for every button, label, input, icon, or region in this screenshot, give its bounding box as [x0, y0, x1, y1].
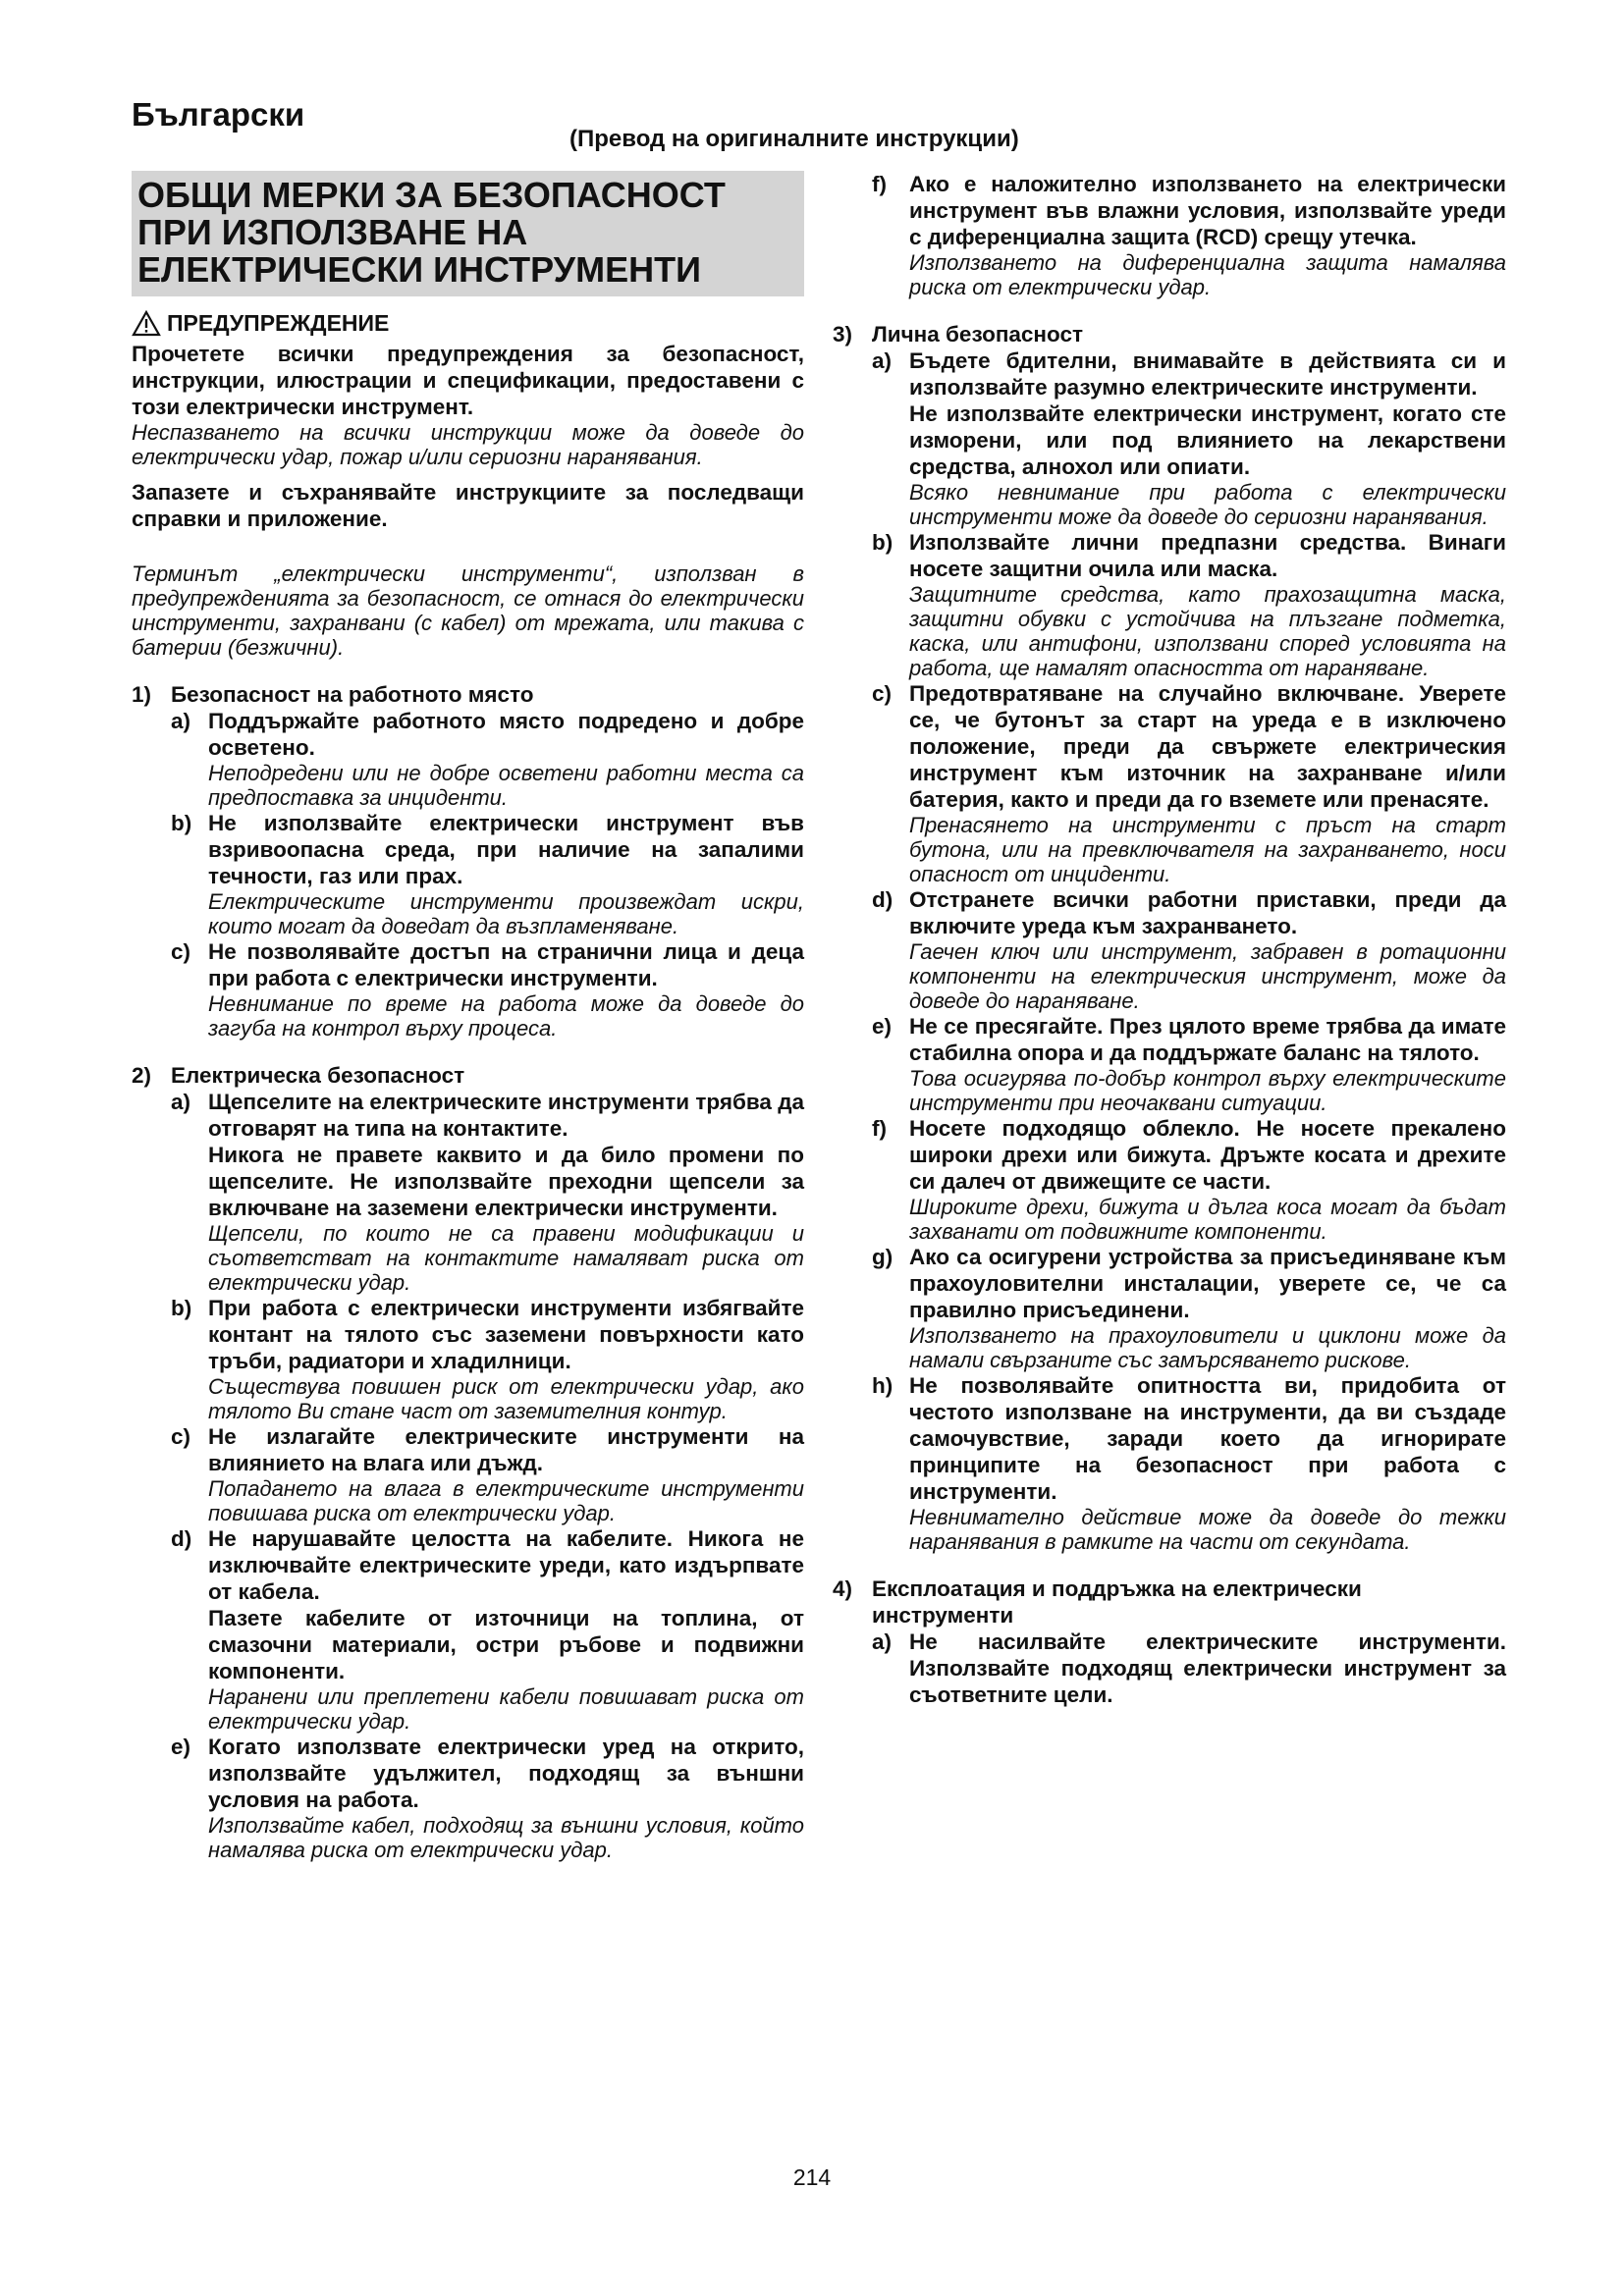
list-item: c) Не позволявайте достъп на странични лица и деца при работа с електрически инструменти. Невнимание по време на работа може да доведе до загуба на контрол върху процеса.	[171, 939, 804, 1041]
list-item: g) Ако са осигурени устройства за присъединяване към прахоуловителни инсталации, уверете се, че са правилно присъединени. Използването на прахоуловители и циклони може да намали свързаните със замърсяването рискове.	[872, 1245, 1506, 1372]
list-item: b) Използвайте лични предпазни средства. Винаги носете защитни очила или маска. Защитните средства, като прахозащитна маска, защитни обувки с устойчива на плъзгане подметка, каска, или антифони, използвани според условията на работа, ще намалят опасността от нараняване.	[872, 530, 1506, 680]
section-heading: 2) Електрическа безопасност	[132, 1063, 465, 1088]
left-column	[132, 171, 804, 1862]
list-item: a) Бъдете бдителни, внимавайте в действията си и използвайте разумно електрическите инструменти. Не използвайте електрически инструмент, когато сте изморени, или под влиянието на лекарствени средства, алнохол или опиати. Всяко невнимание при работа с електрически инструменти може да доведе до сериозни наранявания.	[872, 348, 1506, 529]
title-line: ЕЛЕКТРИЧЕСКИ ИНСТРУМЕНТИ	[137, 249, 701, 290]
intro-italic-2: Терминът „електрически инструменти“, използван в предупрежденията за безопасност, се отнася до електрически инструменти, захранвани (с кабел) от мрежата, или такива с батерии (безжични).	[132, 561, 804, 660]
intro-italic: Неспазването на всички инструкции може да доведе до електрически удар, пожар и/или сериозни наранявания.	[132, 420, 804, 469]
intro-bold-2: Запазете и съхранявайте инструкциите за последващи справки и приложение.	[132, 480, 804, 531]
list-item: b) Не използвайте електрически инструмент във взривоопасна среда, при наличие на запалими течности, газ или прах. Електрическите инструменти произвеждат искри, които могат да доведат да възпламеняване.	[171, 811, 804, 938]
page-title	[132, 171, 804, 296]
title-line: ОБЩИ МЕРКИ ЗА БЕЗОПАСНОСТ	[137, 175, 726, 215]
title-line: ПРИ ИЗПОЛЗВАНЕ НА	[137, 212, 528, 252]
warning-label: ПРЕДУПРЕЖДЕНИЕ	[167, 310, 390, 336]
list-item: a) Не насилвайте електрическите инструменти. Използвайте подходящ електрически инструмент за съответните цели.	[872, 1629, 1506, 1707]
page-number: 214	[792, 2164, 832, 2190]
list-item: d) Отстранете всички работни приставки, преди да включите уреда към захранването. Гаечен ключ или инструмент, забравен в ротационни компоненти на електрическия инструмент, може да доведе до нараняване.	[872, 887, 1506, 1013]
list-item: c) Не излагайте електрическите инструменти на влиянието на влага или дъжд. Попадането на влага в електрическите инструменти повишава риска от електрически удар.	[171, 1424, 804, 1525]
list-item: f) Носете подходящо облекло. Не носете прекалено широки дрехи или бижута. Дръжте косата и дрехите си далеч от движещите се части. Широките дрехи, бижута и дълга коса могат да бъдат захванати от подвижните компоненти.	[872, 1116, 1506, 1244]
section-heading: 1) Безопасност на работното място	[132, 682, 534, 707]
intro-bold: Прочетете всички предупреждения за безопасност, инструкции, илюстрации и спецификации, предоставени с този електрически инструмент.	[132, 342, 804, 419]
list-item: a) Поддържайте работното място подредено и добре осветено. Неподредени или не добре осветени работни места са предпоставка за инциденти.	[171, 709, 804, 810]
list-item: a) Щепселите на електрическите инструменти трябва да отговарят на типа на контактите. Никога не правете каквито и да било промени по щепселите. Не използвайте преходни щепсели за включване на заземени електрически инструменти. Щепсели, по които не са правени модификации и съответстват на контактите намаляват риска от електрически удар.	[171, 1090, 804, 1295]
section-heading: 4) Експлоатация и поддръжка на електрически инструменти	[833, 1576, 1362, 1628]
warning-triangle-icon	[132, 310, 161, 337]
section-heading: 3) Лична безопасност	[833, 322, 1084, 347]
list-item: e) Не се пресягайте. През цялото време трябва да имате стабилна опора и да поддържате баланс на тялото. Това осигурява по-добър контрол върху електрическите инструменти при неочаквани ситуации.	[872, 1014, 1506, 1115]
list-item: e) Когато използвате електрически уред на открито, използвайте удължител, подходящ за външни условия на работа. Използвайте кабел, подходящ за външни условия, който намалява риска от електрически удар.	[171, 1735, 804, 1862]
list-item: d) Не нарушавайте целостта на кабелите. Никога не изключвайте електрическите уреди, като издърпвате от кабела. Пазете кабелите от източници на топлина, от смазочни материали, остри ръбове и подвижни компоненти. Наранени или преплетени кабели повишават риска от електрически удар.	[171, 1526, 804, 1734]
translation-note: (Превод на оригиналните инструкции)	[569, 126, 1019, 152]
warning-heading	[132, 310, 804, 337]
right-column	[833, 171, 1506, 1708]
list-item: c) Предотвратяване на случайно включване. Уверете се, че бутонът за старт на уреда е в изключено положение, преди да свържете електрическия инструмент към източник на захранване и/или батерия, както и преди да го вземете или пренасяте. Пренасянето на инструменти с пръст на старт бутона, или на превключвателя на захранването, носи опасност от инциденти.	[872, 681, 1506, 886]
list-item: b) При работа с електрически инструменти избягвайте контант на тялото със заземени повърхности като тръби, радиатори и хладилници. Съществува повишен риск от електрически удар, ако тялото Ви стане част от заземителния контур.	[171, 1296, 804, 1423]
list-item: f) Ако е наложително използването на електрически инструмент във влажни условия, използвайте уреди с диференциална защита (RCD) срещу утечка. Използването на диференциална защита намалява риска от електрически удар.	[872, 172, 1506, 299]
language-heading: Български	[132, 96, 305, 133]
list-item: h) Не позволявайте опитността ви, придобита от честото използване на инструменти, да ви създаде самочувствие, заради което да игнорирате принципите на безопасност при работа с инструменти. Невнимателно действие може да доведе до тежки наранявания в рамките на части от секундата.	[872, 1373, 1506, 1554]
